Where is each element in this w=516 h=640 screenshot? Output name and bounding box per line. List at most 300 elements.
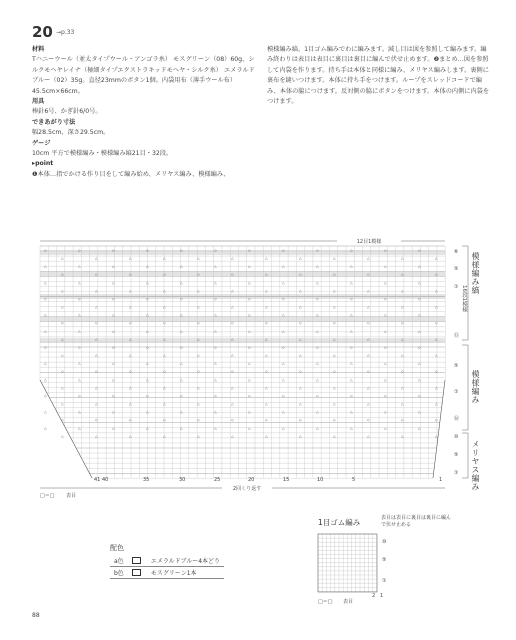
stitch-symbol: △ bbox=[163, 385, 166, 390]
stitch-symbol: △ bbox=[265, 353, 268, 358]
stitch-symbol: ◇ bbox=[163, 321, 166, 326]
stitch-symbol: △ bbox=[248, 377, 251, 382]
stitch-symbol: △ bbox=[78, 280, 81, 285]
stitch-symbol: △ bbox=[248, 410, 251, 415]
x-tick: 5 bbox=[352, 477, 356, 483]
stitch-symbol: △ bbox=[61, 288, 64, 293]
stitch-symbol: △ bbox=[299, 288, 302, 293]
stitch-symbol: △ bbox=[418, 377, 421, 382]
stitch-symbol: ◇ bbox=[367, 369, 370, 374]
stitch-symbol: ◇ bbox=[435, 272, 438, 277]
stitch-symbol: △ bbox=[231, 288, 234, 293]
stitch-symbol: △ bbox=[384, 329, 387, 334]
stitch-symbol: △ bbox=[129, 288, 132, 293]
stitch-symbol: △ bbox=[61, 385, 64, 390]
stitch-symbol: ◇ bbox=[299, 321, 302, 326]
stitch-symbol: ◇ bbox=[44, 248, 47, 253]
stitch-symbol: △ bbox=[367, 337, 370, 342]
pattern-number: 20 bbox=[32, 23, 53, 41]
stitch-symbol: ◇ bbox=[146, 248, 149, 253]
rib-title: 1目ゴム編み bbox=[318, 518, 361, 527]
stitch-symbol: △ bbox=[197, 353, 200, 358]
stitch-symbol: △ bbox=[248, 264, 251, 269]
stitch-symbol: △ bbox=[316, 410, 319, 415]
stitch-symbol: △ bbox=[112, 264, 115, 269]
stitch-symbol: △ bbox=[418, 410, 421, 415]
stitch-symbol: ◇ bbox=[163, 369, 166, 374]
main-grid bbox=[40, 246, 445, 478]
stitch-symbol: △ bbox=[384, 280, 387, 285]
stitch-symbol: △ bbox=[112, 329, 115, 334]
stitch-symbol: △ bbox=[180, 426, 183, 431]
stitch-symbol: △ bbox=[180, 280, 183, 285]
color-table bbox=[110, 543, 224, 579]
stitch-symbol: △ bbox=[435, 337, 438, 342]
stitch-symbol: △ bbox=[146, 426, 149, 431]
stitch-symbol: ◇ bbox=[299, 418, 302, 423]
stitch-symbol: ◇ bbox=[384, 296, 387, 301]
row-marker: ⑤ bbox=[454, 266, 459, 272]
stitch-symbol: ◇ bbox=[299, 272, 302, 277]
stitch-symbol: △ bbox=[435, 434, 438, 439]
stitch-symbol: △ bbox=[418, 426, 421, 431]
stitch-symbol: ◇ bbox=[78, 296, 81, 301]
stitch-symbol: △ bbox=[197, 434, 200, 439]
stitch-symbol: ◇ bbox=[180, 393, 183, 398]
stitch-symbol: ◇ bbox=[61, 321, 64, 326]
stitch-symbol: △ bbox=[129, 385, 132, 390]
rib-row: ⑤ bbox=[382, 557, 387, 563]
stitch-symbol: △ bbox=[231, 353, 234, 358]
stitch-symbol: △ bbox=[129, 337, 132, 342]
stitch-symbol: △ bbox=[95, 288, 98, 293]
tools-text: 棒針6号、かぎ針6/0号。 bbox=[32, 108, 102, 116]
stitch-symbol: ◇ bbox=[78, 248, 81, 253]
stitch-symbol: △ bbox=[146, 329, 149, 334]
stitch-symbol: △ bbox=[350, 264, 353, 269]
stitch-symbol: ◇ bbox=[95, 321, 98, 326]
stitch-symbol: ◇ bbox=[350, 345, 353, 350]
stitch-symbol: △ bbox=[231, 337, 234, 342]
stitch-symbol: △ bbox=[418, 280, 421, 285]
size-text: 幅28.5cm、深さ29.5cm。 bbox=[32, 129, 110, 137]
stitch-symbol: ◇ bbox=[61, 272, 64, 277]
stitch-symbol: △ bbox=[112, 280, 115, 285]
stitch-symbol: △ bbox=[78, 426, 81, 431]
stitch-symbol: △ bbox=[214, 264, 217, 269]
stitch-symbol: △ bbox=[197, 402, 200, 407]
stitch-symbol: ◇ bbox=[112, 248, 115, 253]
stitch-symbol: △ bbox=[282, 280, 285, 285]
row-marker: ⑯ bbox=[454, 416, 460, 422]
rib-legend-text: 表目 bbox=[343, 599, 354, 605]
page-number: 88 bbox=[32, 612, 40, 619]
stitch-symbol: △ bbox=[401, 434, 404, 439]
row-marker: ⑤ bbox=[454, 452, 459, 458]
stitch-symbol: △ bbox=[180, 361, 183, 366]
stitch-symbol: △ bbox=[129, 402, 132, 407]
stitch-symbol: △ bbox=[214, 280, 217, 285]
stitch-symbol: △ bbox=[333, 402, 336, 407]
stitch-symbol: △ bbox=[163, 288, 166, 293]
stitch-symbol: ◇ bbox=[214, 345, 217, 350]
stitch-symbol: ◇ bbox=[435, 321, 438, 326]
rib-legend-symbol: □＝□ bbox=[318, 599, 333, 605]
stitch-symbol: △ bbox=[231, 385, 234, 390]
stitch-symbol: △ bbox=[435, 402, 438, 407]
stitch-symbol: △ bbox=[299, 256, 302, 261]
stitch-symbol: ◇ bbox=[384, 345, 387, 350]
stitch-symbol: △ bbox=[146, 264, 149, 269]
stitch-symbol: △ bbox=[231, 402, 234, 407]
stitch-symbol: △ bbox=[401, 288, 404, 293]
row-marker: ⑮ bbox=[454, 333, 460, 339]
stitch-symbol: △ bbox=[163, 337, 166, 342]
stitch-symbol: ◇ bbox=[248, 248, 251, 253]
stitch-symbol: △ bbox=[180, 377, 183, 382]
stitch-symbol: ◇ bbox=[197, 418, 200, 423]
stitch-symbol: ◇ bbox=[367, 321, 370, 326]
stitch-symbol: △ bbox=[129, 305, 132, 310]
stitch-symbol: △ bbox=[401, 385, 404, 390]
stitch-symbol: ◇ bbox=[282, 393, 285, 398]
row-marker: ⑤ bbox=[454, 363, 459, 369]
stitch-symbol: △ bbox=[265, 256, 268, 261]
stitch-symbol: ◇ bbox=[248, 393, 251, 398]
stitch-symbol: △ bbox=[367, 288, 370, 293]
stitch-symbol: △ bbox=[350, 329, 353, 334]
stitch-symbol: △ bbox=[78, 329, 81, 334]
gauge-text: 10cm 平方で模様編み・模様編み縞21目・32段。 bbox=[32, 150, 173, 158]
stitch-symbol: △ bbox=[44, 361, 47, 366]
shaded-stripe bbox=[40, 338, 445, 343]
rib-grid bbox=[318, 534, 377, 592]
stitch-symbol: ◇ bbox=[95, 272, 98, 277]
stitch-symbol: △ bbox=[401, 256, 404, 261]
stitch-symbol: ◇ bbox=[146, 393, 149, 398]
brace-pattern bbox=[462, 345, 468, 430]
x-tick: 30 bbox=[179, 477, 186, 483]
stitch-symbol: △ bbox=[282, 264, 285, 269]
stitch-symbol: ◇ bbox=[333, 321, 336, 326]
stitch-symbol: ◇ bbox=[44, 345, 47, 350]
stitch-symbol: △ bbox=[384, 361, 387, 366]
stitch-symbol: △ bbox=[265, 402, 268, 407]
materials-heading: 材料 bbox=[32, 46, 45, 53]
stitch-symbol: △ bbox=[129, 434, 132, 439]
label-stripe-repeat: 16段1模様 bbox=[461, 285, 467, 312]
stitch-symbol: △ bbox=[367, 385, 370, 390]
x-tick: 25 bbox=[214, 477, 221, 483]
top-label: 12目1模様 bbox=[356, 239, 382, 245]
stitch-symbol: △ bbox=[146, 313, 149, 318]
stitch-symbol: ◇ bbox=[146, 296, 149, 301]
row-marker: ① bbox=[454, 470, 459, 476]
row-marker: ① bbox=[454, 284, 459, 290]
row-marker: ① bbox=[454, 389, 459, 395]
stitch-symbol: ◇ bbox=[112, 345, 115, 350]
stitch-symbol: △ bbox=[146, 280, 149, 285]
stitch-symbol: ◇ bbox=[180, 248, 183, 253]
stitch-symbol: ◇ bbox=[418, 393, 421, 398]
stitch-symbol: △ bbox=[44, 280, 47, 285]
stitch-symbol: ◇ bbox=[112, 296, 115, 301]
stitch-symbol: △ bbox=[78, 410, 81, 415]
stitch-symbol: △ bbox=[180, 264, 183, 269]
stitch-symbol: △ bbox=[299, 305, 302, 310]
color-key: a色 bbox=[110, 555, 128, 567]
stitch-symbol: ◇ bbox=[401, 321, 404, 326]
x-tick: 41 40 bbox=[94, 477, 109, 483]
label-pattern: 模様編み bbox=[471, 370, 480, 404]
stitch-symbol: △ bbox=[350, 426, 353, 431]
stitch-symbol: △ bbox=[180, 329, 183, 334]
stitch-symbol: △ bbox=[44, 410, 47, 415]
stitch-symbol: △ bbox=[401, 353, 404, 358]
stitch-symbol: △ bbox=[231, 305, 234, 310]
stitch-symbol: ◇ bbox=[197, 272, 200, 277]
stitch-symbol: △ bbox=[282, 361, 285, 366]
stitch-symbol: △ bbox=[384, 410, 387, 415]
stitch-symbol: △ bbox=[61, 305, 64, 310]
stitch-symbol: △ bbox=[163, 353, 166, 358]
stitch-symbol: △ bbox=[333, 256, 336, 261]
stitch-symbol: △ bbox=[435, 256, 438, 261]
stitch-symbol: △ bbox=[214, 426, 217, 431]
stitch-symbol: △ bbox=[61, 256, 64, 261]
stitch-symbol: ◇ bbox=[401, 272, 404, 277]
stitch-symbol: △ bbox=[401, 305, 404, 310]
stitch-symbol: △ bbox=[95, 353, 98, 358]
stitch-symbol: △ bbox=[265, 288, 268, 293]
x-tick: 1 bbox=[439, 477, 443, 483]
stitch-symbol: △ bbox=[180, 313, 183, 318]
stitch-symbol: ◇ bbox=[350, 393, 353, 398]
color-swatch-b bbox=[132, 569, 141, 576]
stitch-symbol: △ bbox=[333, 385, 336, 390]
stitch-symbol: △ bbox=[384, 426, 387, 431]
stitch-symbol: △ bbox=[61, 402, 64, 407]
stitch-symbol: ◇ bbox=[197, 321, 200, 326]
color-swatch-a bbox=[132, 557, 141, 564]
bottom-label: 2回くり返す bbox=[232, 486, 262, 492]
stitch-symbol: △ bbox=[316, 361, 319, 366]
stitch-symbol: △ bbox=[248, 280, 251, 285]
stitch-symbol: △ bbox=[78, 361, 81, 366]
stitch-symbol: ◇ bbox=[197, 369, 200, 374]
stitch-symbol: △ bbox=[367, 256, 370, 261]
stitch-symbol: △ bbox=[401, 337, 404, 342]
stitch-symbol: △ bbox=[384, 377, 387, 382]
stitch-symbol: △ bbox=[129, 353, 132, 358]
stitch-symbol: △ bbox=[95, 256, 98, 261]
stitch-symbol: △ bbox=[214, 377, 217, 382]
stitch-symbol: ◇ bbox=[418, 248, 421, 253]
stitch-symbol: ◇ bbox=[78, 393, 81, 398]
stitch-symbol: ◇ bbox=[231, 418, 234, 423]
stitch-symbol: △ bbox=[112, 410, 115, 415]
color-row bbox=[110, 567, 224, 579]
stitch-symbol: △ bbox=[418, 264, 421, 269]
stitch-symbol: △ bbox=[418, 313, 421, 318]
stitch-symbol: ◇ bbox=[129, 321, 132, 326]
stitch-symbol: △ bbox=[129, 256, 132, 261]
stitch-symbol: △ bbox=[180, 410, 183, 415]
stitch-symbol: ◇ bbox=[350, 296, 353, 301]
stitch-symbol: △ bbox=[197, 256, 200, 261]
size-heading: できあがり寸法 bbox=[32, 118, 76, 126]
stitch-symbol: △ bbox=[248, 313, 251, 318]
stitch-symbol: △ bbox=[282, 313, 285, 318]
rib-row: ⑩ bbox=[382, 539, 387, 545]
stitch-symbol: ◇ bbox=[384, 248, 387, 253]
stitch-symbol: ◇ bbox=[163, 418, 166, 423]
stitch-symbol: △ bbox=[197, 288, 200, 293]
point-text: ❶本体…指でかける作り目をして編み始め、メリヤス編み、模様編み、 bbox=[32, 170, 230, 178]
stitch-symbol: △ bbox=[316, 377, 319, 382]
gauge-heading: ゲージ bbox=[32, 139, 51, 147]
stitch-symbol: △ bbox=[435, 353, 438, 358]
tools-heading: 用具 bbox=[32, 98, 45, 106]
stitch-symbol: △ bbox=[384, 313, 387, 318]
stitch-symbol: ◇ bbox=[316, 248, 319, 253]
x-tick: 15 bbox=[283, 477, 290, 483]
stitch-symbol: △ bbox=[265, 337, 268, 342]
stitch-symbol: △ bbox=[44, 313, 47, 318]
stitch-symbol: ◇ bbox=[44, 296, 47, 301]
stitch-symbol: ◇ bbox=[265, 369, 268, 374]
stitch-symbol: ◇ bbox=[418, 345, 421, 350]
stitch-symbol: △ bbox=[44, 426, 47, 431]
materials-text: Tハニーウール（並太タイプウール・アンゴラ糸） モスグリーン（08）60g、シルクモヘヤレイナ（極細タイプエクストラキッドモヘヤ・シルク糸） エメラルドブルー（02）35g。直径23mmのボタン1個。内袋用布（薄手ウール布）45.5cm×66cm。 bbox=[32, 56, 255, 95]
point-heading: ▸point bbox=[32, 160, 54, 168]
x-tick: 35 bbox=[143, 477, 150, 483]
stitch-symbol: ◇ bbox=[265, 321, 268, 326]
stitch-symbol: ◇ bbox=[248, 345, 251, 350]
stitch-symbol: ◇ bbox=[129, 272, 132, 277]
stitch-symbol: △ bbox=[316, 280, 319, 285]
stitch-symbol: △ bbox=[146, 361, 149, 366]
stitch-symbol: △ bbox=[282, 426, 285, 431]
stitch-symbol: △ bbox=[197, 337, 200, 342]
color-key: b色 bbox=[110, 567, 128, 579]
stitch-symbol: △ bbox=[248, 361, 251, 366]
stitch-symbol: △ bbox=[418, 329, 421, 334]
legend-symbol: □＝□ bbox=[40, 493, 55, 499]
stitch-symbol: ◇ bbox=[316, 393, 319, 398]
stitch-symbol: △ bbox=[214, 313, 217, 318]
stitch-symbol: △ bbox=[367, 434, 370, 439]
stitch-symbol: ◇ bbox=[231, 272, 234, 277]
stitch-symbol: △ bbox=[316, 329, 319, 334]
stitch-symbol: △ bbox=[333, 353, 336, 358]
stitch-symbol: ◇ bbox=[146, 345, 149, 350]
stitch-symbol: △ bbox=[367, 353, 370, 358]
stitch-symbol: △ bbox=[265, 434, 268, 439]
stitch-symbol: △ bbox=[44, 329, 47, 334]
stitch-symbol: △ bbox=[435, 288, 438, 293]
stitch-symbol: △ bbox=[112, 361, 115, 366]
stitch-symbol: △ bbox=[299, 353, 302, 358]
stitch-symbol: △ bbox=[333, 337, 336, 342]
stitch-symbol: ◇ bbox=[214, 248, 217, 253]
stitch-symbol: ◇ bbox=[333, 418, 336, 423]
rib-x-tick: 1 bbox=[380, 593, 384, 599]
stitch-symbol: △ bbox=[231, 256, 234, 261]
stitch-symbol: ◇ bbox=[180, 296, 183, 301]
stitch-symbol: △ bbox=[282, 410, 285, 415]
decrease-edge-left bbox=[40, 377, 92, 478]
legend-text: 表目 bbox=[66, 493, 77, 499]
stitch-symbol: △ bbox=[231, 434, 234, 439]
x-tick: 10 bbox=[317, 477, 324, 483]
stitch-symbol: △ bbox=[214, 329, 217, 334]
stitch-symbol: ◇ bbox=[129, 418, 132, 423]
x-tick: 20 bbox=[248, 477, 255, 483]
stitch-symbol: ◇ bbox=[265, 272, 268, 277]
row-marker: ⑩ bbox=[454, 434, 459, 440]
stitch-symbol: ◇ bbox=[78, 345, 81, 350]
color-row bbox=[110, 555, 224, 567]
stitch-symbol: △ bbox=[367, 305, 370, 310]
stitch-symbol: △ bbox=[350, 280, 353, 285]
stitch-symbol: ◇ bbox=[367, 418, 370, 423]
stitch-symbol: ◇ bbox=[129, 369, 132, 374]
color-table-title: 配色 bbox=[110, 544, 124, 552]
stitch-symbol: △ bbox=[197, 385, 200, 390]
stitch-symbol: △ bbox=[44, 264, 47, 269]
stitch-symbol: ◇ bbox=[401, 369, 404, 374]
stitch-symbol: ◇ bbox=[231, 321, 234, 326]
stitch-symbol: △ bbox=[112, 313, 115, 318]
stitch-symbol: △ bbox=[112, 377, 115, 382]
brace-stockinette bbox=[462, 433, 468, 478]
stitch-symbol: △ bbox=[299, 434, 302, 439]
stitch-symbol: △ bbox=[61, 353, 64, 358]
stitch-symbol: ◇ bbox=[333, 369, 336, 374]
stitch-symbol: △ bbox=[95, 305, 98, 310]
stitch-symbol: ◇ bbox=[418, 296, 421, 301]
stitch-symbol: △ bbox=[316, 426, 319, 431]
rib-note: 表目は表目に裏目は裏目に編んで伏せ止める bbox=[381, 515, 452, 528]
stitch-symbol: △ bbox=[333, 305, 336, 310]
stitch-symbol: △ bbox=[282, 377, 285, 382]
stitch-symbol: ◇ bbox=[299, 369, 302, 374]
stitch-symbol: △ bbox=[282, 329, 285, 334]
stitch-symbol: ◇ bbox=[401, 418, 404, 423]
stitch-symbol: ◇ bbox=[316, 345, 319, 350]
stitch-symbol: ◇ bbox=[44, 393, 47, 398]
stitch-symbol: ◇ bbox=[95, 418, 98, 423]
stitch-symbol: ◇ bbox=[350, 248, 353, 253]
stitch-symbol: △ bbox=[299, 402, 302, 407]
stitch-symbol: △ bbox=[197, 305, 200, 310]
stitch-symbol: △ bbox=[401, 402, 404, 407]
stitch-symbol: △ bbox=[163, 402, 166, 407]
stitch-symbol: ◇ bbox=[95, 369, 98, 374]
stitch-symbol: △ bbox=[78, 313, 81, 318]
decrease-edge-right bbox=[433, 380, 445, 478]
stitch-symbol: △ bbox=[248, 329, 251, 334]
stitch-symbol: △ bbox=[95, 402, 98, 407]
stitch-symbol: △ bbox=[333, 434, 336, 439]
instructions-text: 模様編み縞、1目ゴム編みでわに編みます。減し目は図を参照して編みます。編み終わりは表目は表目に裏目は裏目に編んで伏せ止めます。❷まとめ…図を参照して内袋を作ります。持ち手は本体と同様に編み、メリヤス編みします。裏側に裏布を縫いつけます。本体に持ち手をつけます。ループをスレッドコードで編み、本体の脇につけます。反対側の脇にボタンをつけます。本体の内側に内袋をつけます。 bbox=[267, 46, 490, 106]
stitch-symbol: △ bbox=[95, 385, 98, 390]
stitch-symbol: △ bbox=[61, 337, 64, 342]
stitch-symbol: △ bbox=[265, 385, 268, 390]
stitch-symbol: △ bbox=[384, 264, 387, 269]
rib-row: ① bbox=[382, 578, 387, 584]
